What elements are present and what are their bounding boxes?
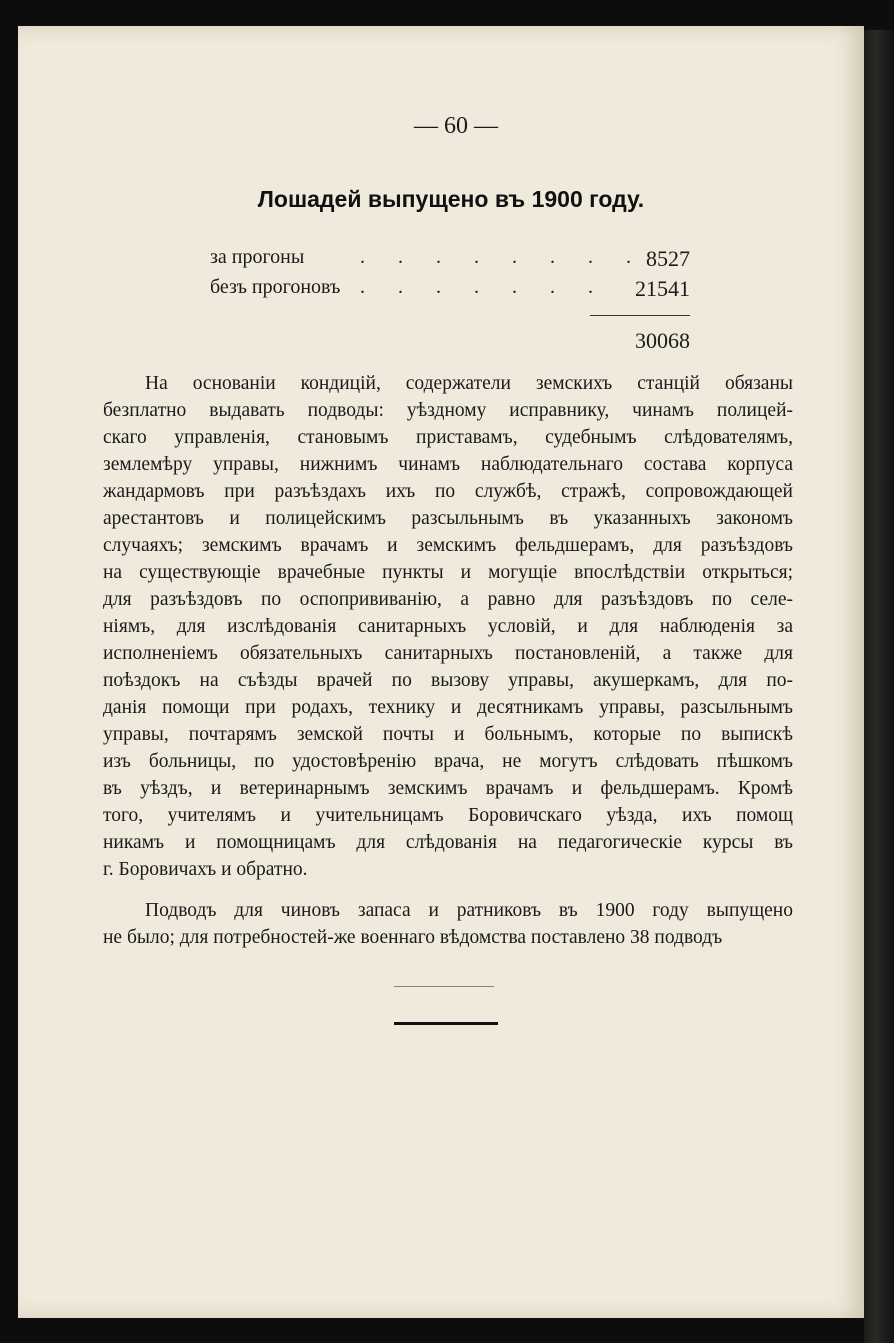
text-line: жандармовъ при разъѣздахъ ихъ по службѣ, стражѣ, сопровождающей [103, 481, 793, 502]
section-title: Лошадей выпущено въ 1900 году. [257, 186, 645, 212]
row-value: 21541 [635, 276, 690, 301]
book-spine [864, 30, 894, 1343]
row-label: за прогоны [210, 246, 305, 268]
text-line: для разъѣздовъ по оспопрививанію, а равно для разъѣздовъ по селе- [103, 589, 793, 610]
text-line: землемѣру управы, нижнимъ чинамъ наблюдательнаго состава корпуса [103, 454, 793, 475]
text-line: данія помощи при родахъ, технику и десятникамъ управы, разсыльнымъ [103, 697, 793, 718]
row-label: безъ прогоновъ [210, 276, 341, 298]
text-line: арестантовъ и полицейскимъ разсыльнымъ въ указанныхъ закономъ [103, 508, 793, 529]
sum-rule [590, 315, 690, 316]
thick-separator [394, 1022, 498, 1025]
text-line: на существующіе врачебные пункты и могущіе впослѣдствіи открыться; [103, 562, 793, 583]
text-line: скаго управленія, становымъ приставамъ, судебнымъ слѣдователямъ, [103, 427, 793, 448]
text-line: безплатно выдавать подводы: уѣздному исправнику, чинамъ полицей- [103, 400, 793, 421]
row-leader-dots: . . . . . . . [360, 276, 607, 298]
text-line: Подводъ для чиновъ запаса и ратниковъ въ 1900 году выпущено [145, 900, 793, 921]
paragraph-2 [103, 897, 793, 951]
text-line: изъ больницы, по удостовѣренію врача, не могутъ слѣдовать пѣшкомъ [103, 751, 793, 772]
text-line: не было; для потребностей-же военнаго вѣдомства поставлено 38 подводъ [103, 927, 723, 948]
text-line: г. Боровичахъ и обратно. [103, 859, 308, 880]
text-line: исполненіемъ обязательныхъ санитарныхъ постановленій, а также для [103, 643, 793, 664]
text-line: въ уѣздъ, и ветеринарнымъ земскимъ врачамъ и фельдшерамъ. Кромѣ [103, 778, 793, 799]
row-value: 8527 [646, 246, 690, 271]
text-line: случаяхъ; земскимъ врачамъ и земскимъ фельдшерамъ, для разъѣздовъ [103, 535, 793, 556]
text-line: поѣздокъ на съѣзды врачей по вызову управы, акушеркамъ, для по- [103, 670, 793, 691]
text-line: никамъ и помощницамъ для слѣдованія на педагогическіе курсы въ [103, 832, 793, 853]
paragraph-1 [103, 370, 793, 883]
text-line: На основаніи кондицій, содержатели земскихъ станцій обязаны [145, 373, 793, 394]
text-line: управы, почтарямъ земской почты и больнымъ, которые по выпискѣ [103, 724, 793, 745]
text-line: того, учителямъ и учительницамъ Боровичскаго уѣзда, ихъ помощ [103, 805, 793, 826]
text-line: ніямъ, для изслѣдованія санитарныхъ условій, и для наблюденія за [103, 616, 793, 637]
table-total: 30068 [635, 328, 690, 353]
thin-separator [394, 986, 494, 987]
row-leader-dots: . . . . . . . . [360, 246, 645, 268]
page-number: — 60 — [414, 113, 498, 139]
